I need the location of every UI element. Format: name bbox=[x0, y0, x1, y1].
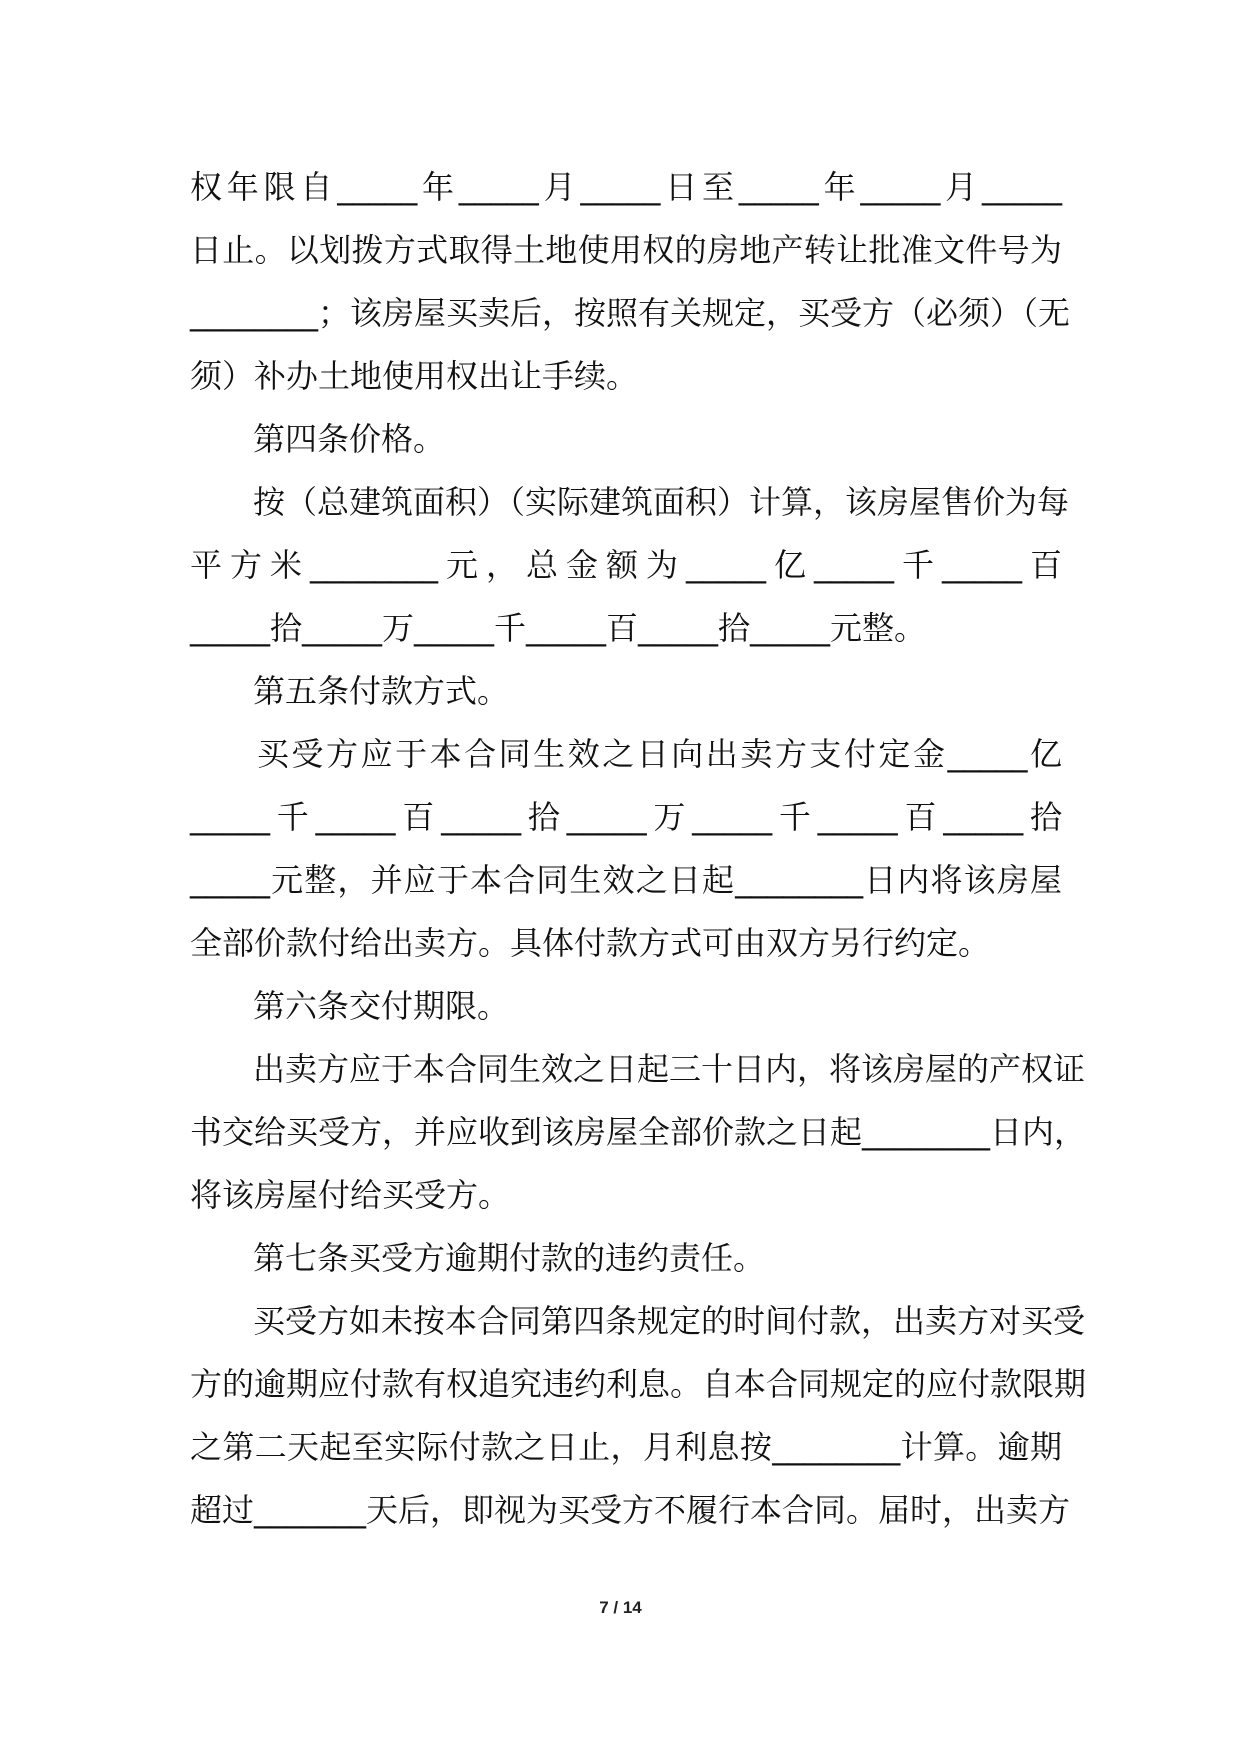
text-line: 将该房屋付给买受方。 bbox=[190, 1176, 511, 1214]
text-line: 按（总建筑面积）（实际建筑面积）计算，该房屋售价为每 bbox=[253, 483, 1070, 521]
text-line: 超过_______天后，即视为买受方不履行本合同。届时，出卖方 bbox=[190, 1491, 1071, 1529]
text-line: 之第二天起至实际付款之日止，月利息按________计算。逾期 bbox=[190, 1428, 1062, 1466]
text-line: 买受方应于本合同生效之日向出卖方支付定金_____亿 bbox=[257, 735, 1062, 773]
text-line: 买受方如未按本合同第四条规定的时间付款，出卖方对买受 bbox=[253, 1302, 1086, 1340]
text-line: _____元整，并应于本合同生效之日起________日内将该房屋 bbox=[190, 861, 1062, 899]
page-number: 7 / 14 bbox=[599, 1598, 642, 1617]
text-line: ________；该房屋买卖后，按照有关规定，买受方（必须）（无 bbox=[190, 294, 1071, 332]
text-line: 全部价款付给出卖方。具体付款方式可由双方另行约定。 bbox=[190, 924, 991, 962]
text-line: 出卖方应于本合同生效之日起三十日内，将该房屋的产权证 bbox=[253, 1050, 1086, 1088]
text-line: _____千_____百_____拾_____万_____千_____百_____拾 bbox=[190, 798, 1062, 836]
text-line: 书交给买受方，并应收到该房屋全部价款之日起________日内， bbox=[190, 1113, 1087, 1151]
text-line: 方的逾期应付款有权追究违约利息。自本合同规定的应付款限期 bbox=[190, 1365, 1087, 1403]
section-heading: 第六条交付期限。 bbox=[253, 987, 510, 1025]
text-line: _____拾_____万_____千_____百_____拾_____元整。 bbox=[190, 609, 927, 647]
section-heading: 第五条付款方式。 bbox=[253, 672, 510, 710]
text-line: 权年限自_____年_____月_____日至_____年_____月_____ bbox=[190, 168, 1062, 206]
section-heading: 第七条买受方逾期付款的违约责任。 bbox=[253, 1239, 766, 1277]
section-heading: 第四条价格。 bbox=[253, 420, 446, 458]
text-line: 平方米________元，总金额为_____亿_____千_____百 bbox=[190, 546, 1062, 584]
text-line: 日止。以划拨方式取得土地使用权的房地产转让批准文件号为 bbox=[190, 231, 1062, 269]
document-body bbox=[190, 156, 1087, 1542]
text-line: 须）补办土地使用权出让手续。 bbox=[190, 357, 639, 395]
